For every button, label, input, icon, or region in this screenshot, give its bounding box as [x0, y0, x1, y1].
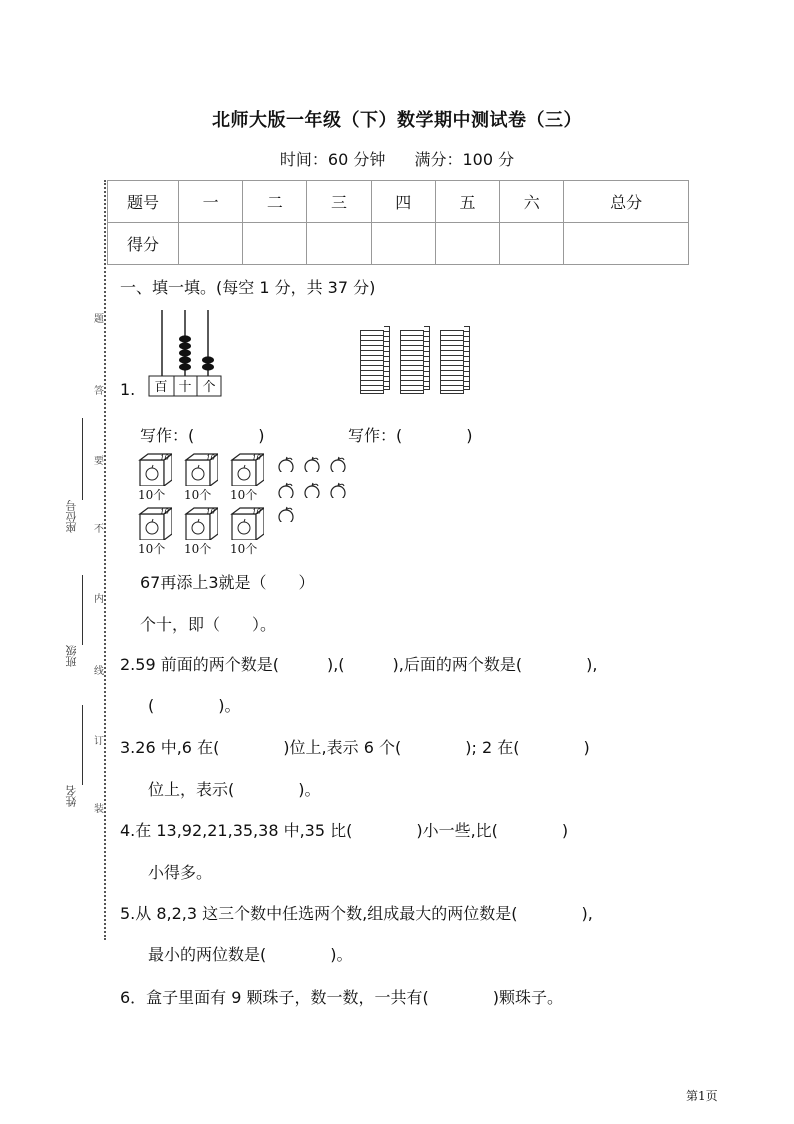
- q2-line2: ( )。: [148, 696, 241, 715]
- q5-line2: 最小的两位数是( )。: [148, 945, 353, 964]
- seal-char: 内: [94, 594, 104, 605]
- apple-icon: [276, 482, 294, 498]
- apple-box-icon: [138, 506, 172, 540]
- ten-stack-side: [464, 326, 470, 390]
- box-label: 10个: [184, 488, 212, 502]
- seal-char: 要: [94, 456, 104, 467]
- svg-text:10: 10: [206, 508, 215, 516]
- box-label: 10个: [184, 542, 212, 556]
- apple-icon: [328, 482, 346, 498]
- box-label: 10个: [138, 488, 166, 502]
- seal-char: 答: [94, 386, 104, 397]
- class-line: [82, 575, 83, 645]
- score-cell[interactable]: [179, 223, 243, 265]
- page-title: 北师大版一年级（下）数学期中测试卷（三）: [212, 110, 582, 131]
- class-label: 班级: [65, 645, 78, 667]
- q4-line1: 4.在 13,92,21,35,38 中,35 比( )小一些,比( ): [120, 821, 569, 840]
- seal-char: 不: [94, 524, 104, 535]
- header-cell: 五: [435, 181, 499, 223]
- page-number: 第1页: [686, 1089, 718, 1103]
- ten-stack: [400, 330, 424, 394]
- score-cell[interactable]: [500, 223, 564, 265]
- abacus-label-ones: 个: [202, 380, 216, 395]
- ten-stack: [440, 330, 464, 394]
- seal-char: 订: [94, 736, 104, 747]
- seat-label: 座位号: [65, 500, 78, 533]
- svg-text:10: 10: [252, 508, 261, 516]
- seal-char: 题: [94, 314, 104, 325]
- apple-icon: [302, 482, 320, 498]
- score-cell[interactable]: [307, 223, 371, 265]
- apple-box-icon: [230, 506, 264, 540]
- header-cell: 三: [307, 181, 371, 223]
- time-limit: 时间：60 分钟: [279, 150, 386, 169]
- score-cell[interactable]: [243, 223, 307, 265]
- q2-line1: 2.59 前面的两个数是( ),( ),后面的两个数是( ),: [120, 655, 598, 674]
- seal-char: 装: [94, 804, 104, 815]
- score-table-header: [108, 181, 689, 223]
- score-cell[interactable]: [435, 223, 499, 265]
- header-cell: 四: [371, 181, 435, 223]
- full-score: 满分：100 分: [414, 150, 515, 169]
- q4-line2: 小得多。: [148, 863, 213, 882]
- header-cell: 一: [179, 181, 243, 223]
- svg-text:10: 10: [206, 454, 215, 462]
- svg-text:10: 10: [160, 508, 169, 516]
- apple-icon: [302, 456, 320, 472]
- header-cell: 六: [500, 181, 564, 223]
- q6-line1: 6．盒子里面有 9 颗珠子，数一数，一共有( )颗珠子。: [120, 988, 564, 1007]
- apple-box-icon: [184, 452, 218, 486]
- abacus-label-hundreds: 百: [154, 380, 168, 395]
- question-number: 1.: [120, 380, 136, 399]
- box-label: 10个: [230, 542, 258, 556]
- ten-stack-side: [424, 326, 430, 390]
- box-label: 10个: [138, 542, 166, 556]
- section-title: 一、填一填。(每空 1 分，共 37 分): [120, 278, 376, 297]
- name-line: [82, 705, 83, 785]
- apple-icon: [276, 506, 294, 522]
- exam-info: [0, 147, 794, 170]
- ten-stack-side: [384, 326, 390, 390]
- q3-line1: 3.26 中,6 在( )位上,表示 6 个( ); 2 在( ): [120, 738, 590, 757]
- seat-line: [82, 418, 83, 500]
- apple-box-icon: [230, 452, 264, 486]
- apple-icon: [328, 456, 346, 472]
- header-cell: 题号: [108, 181, 179, 223]
- q5-line1: 5.从 8,2,3 这三个数中任选两个数,组成最大的两位数是( ),: [120, 904, 593, 923]
- svg-text:10: 10: [160, 454, 169, 462]
- score-cell[interactable]: [371, 223, 435, 265]
- header-cell: 二: [243, 181, 307, 223]
- row-label: 得分: [108, 223, 179, 265]
- box-label: 10个: [230, 488, 258, 502]
- q3-line2: 位上，表示( )。: [148, 780, 321, 799]
- score-table-row: [108, 223, 689, 265]
- apple-icon: [276, 456, 294, 472]
- q1-line3: 67再添上3就是（ ）: [140, 573, 315, 592]
- score-cell[interactable]: [564, 223, 689, 265]
- q1-line4: 个十，即（ ）。: [140, 615, 277, 634]
- write-answer-b[interactable]: 写作：( ): [348, 426, 473, 445]
- binding-line: [104, 180, 106, 940]
- apple-box-icon: [184, 506, 218, 540]
- write-answer-a[interactable]: 写作：( ): [140, 426, 265, 445]
- name-label: 姓名: [65, 785, 78, 807]
- svg-text:10: 10: [252, 454, 261, 462]
- abacus-image: [146, 308, 226, 398]
- score-table: [107, 180, 689, 265]
- seal-char: 线: [94, 666, 104, 677]
- header-cell: 总分: [564, 181, 689, 223]
- abacus-label-tens: 十: [178, 380, 192, 395]
- ten-stack: [360, 330, 384, 394]
- apple-box-icon: [138, 452, 172, 486]
